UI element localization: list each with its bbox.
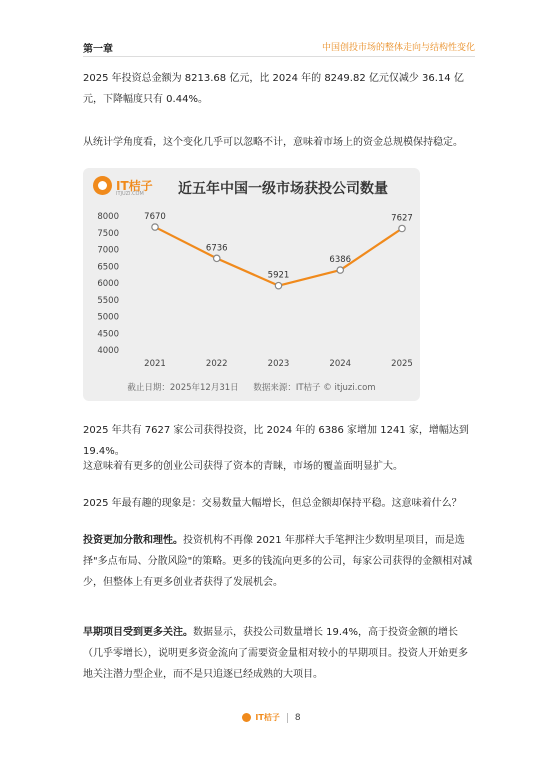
paragraph-dispersed-body: 投资机构不再像 2021 年那样大手笔押注少数明星项目，而是选择"多点布局、分散风险"的策略。更多的钱流向更多的公司，每家公司获得的金额相对减少，但整体上有更多创业者获得了发展机会。 <box>83 535 473 588</box>
y-tick-label: 7500 <box>97 228 119 239</box>
paragraph-dispersed-heading: 投资更加分散和理性。 <box>83 535 183 546</box>
data-label: 5921 <box>267 270 290 281</box>
paragraph-early-stage-body: 数据显示，获投公司数量增长 19.4%，高于投资金额的增长（几乎零增长），说明更多资金流向了需要资金量相对较小的早期项目。投资人开始更多地关注潜力型企业，而不是只追逐已经成熟的大项目。 <box>83 627 468 680</box>
paragraph-early-stage-heading: 早期项目受到更多关注。 <box>83 627 193 638</box>
x-tick-label: 2023 <box>267 359 290 369</box>
orange-logo-icon <box>93 176 112 195</box>
page-number: 8 <box>294 712 301 723</box>
header-rule <box>83 56 475 57</box>
y-tick-label: 5500 <box>97 295 119 306</box>
paragraph-coverage: 这意味着有更多的创业公司获得了资本的青睐，市场的覆盖面明显扩大。 <box>83 461 403 472</box>
footer-logo-icon <box>242 713 251 722</box>
data-point <box>337 267 343 273</box>
chart-cutoff-date: 截止日期：2025年12月31日 <box>127 383 239 393</box>
data-point <box>152 224 158 230</box>
paragraph-investment-total: 2025 年投资总金额为 8213.68 亿元，比 2024 年的 8249.82 亿元仅减少 36.14 亿元，下降幅度只有 0.44%。 <box>83 73 464 105</box>
y-tick-label: 7000 <box>97 245 119 256</box>
paragraph-stat-view: 从统计学角度看，这个变化几乎可以忽略不计，意味着市场上的资金总规模保持稳定。 <box>83 137 463 148</box>
data-label: 7670 <box>144 212 166 223</box>
data-point <box>275 282 281 288</box>
data-point <box>399 225 405 231</box>
paragraph-phenomenon: 2025 年最有趣的现象是：交易数量大幅增长，但总金额却保持平稳。这意味着什么？ <box>83 498 462 509</box>
y-tick-label: 8000 <box>97 212 119 222</box>
y-tick-label: 4500 <box>97 329 119 340</box>
y-tick-label: 6000 <box>97 279 119 289</box>
chart-card <box>83 168 420 401</box>
logo-subtext: ITJUZI.COM <box>116 191 144 197</box>
line-chart <box>83 198 420 378</box>
y-tick-label: 6500 <box>97 262 119 273</box>
paragraph-dispersed-investment <box>83 530 475 593</box>
header-chapter: 第一章 <box>83 44 113 55</box>
x-tick-label: 2022 <box>205 359 228 369</box>
x-tick-label: 2024 <box>329 359 352 369</box>
footer-logo-text: IT桔子 <box>255 713 280 722</box>
data-label: 7627 <box>391 213 413 224</box>
header-section-title: 中国创投市场的整体走向与结构性变化 <box>321 43 475 53</box>
paragraph-company-count: 2025 年共有 7627 家公司获得投资，比 2024 年的 6386 家增加 1241 家，增幅达到 19.4%。 <box>83 425 469 457</box>
footer-divider <box>287 713 288 723</box>
chart-data-source: 数据来源：IT桔子 © itjuzi.com <box>253 383 376 393</box>
paragraph-early-stage <box>83 622 475 685</box>
y-tick-label: 4000 <box>97 346 119 356</box>
y-tick-label: 5000 <box>97 312 119 323</box>
chart-footer <box>83 381 420 393</box>
data-label: 6386 <box>329 255 352 266</box>
data-label: 6736 <box>205 243 228 254</box>
logo-text: IT桔子 <box>116 178 153 193</box>
x-tick-label: 2025 <box>391 359 413 369</box>
data-point <box>214 255 220 261</box>
x-tick-label: 2021 <box>144 359 166 369</box>
page-footer <box>0 712 543 723</box>
chart-title: 近五年中国一级市场获投公司数量 <box>178 181 388 197</box>
